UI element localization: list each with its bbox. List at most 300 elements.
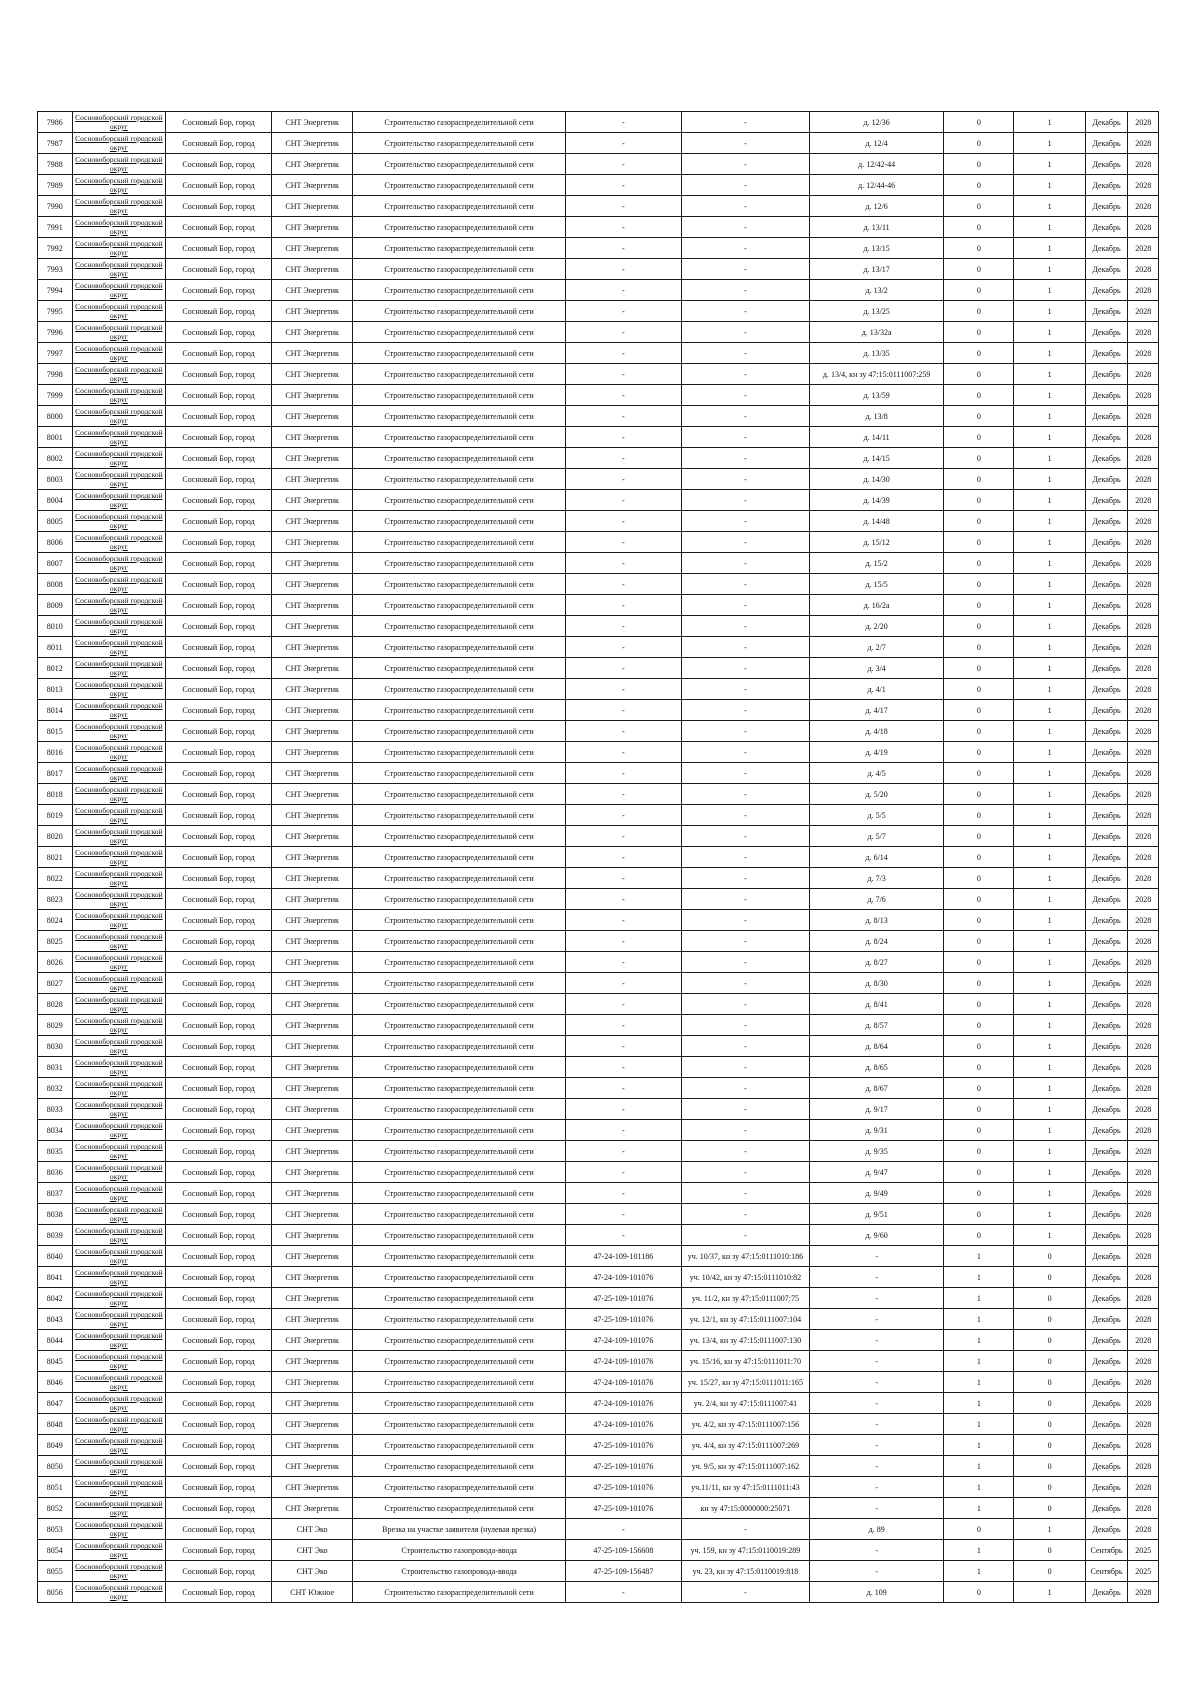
cell-municipality bbox=[72, 1015, 166, 1036]
cell-address: - bbox=[810, 1246, 944, 1267]
cell-app_num: - bbox=[565, 280, 681, 301]
cell-v2: 1 bbox=[1014, 952, 1085, 973]
cell-municipality bbox=[72, 1057, 166, 1078]
cell-settlement: Сосновый Бор, город bbox=[166, 469, 272, 490]
cell-app_num: - bbox=[565, 343, 681, 364]
cell-settlement: Сосновый Бор, город bbox=[166, 1519, 272, 1540]
cell-work: Строительство газораспределительной сети bbox=[353, 1582, 566, 1603]
cell-v2: 1 bbox=[1014, 1162, 1085, 1183]
cell-num: 8027 bbox=[38, 973, 73, 994]
cell-app_num: - bbox=[565, 1078, 681, 1099]
cell-v2: 1 bbox=[1014, 553, 1085, 574]
cell-address: д. 14/30 bbox=[810, 469, 944, 490]
cell-municipality bbox=[72, 217, 166, 238]
cell-address: д. 2/20 bbox=[810, 616, 944, 637]
cell-year: 2028 bbox=[1128, 133, 1159, 154]
cell-municipality bbox=[72, 1267, 166, 1288]
cell-app_num: 47-25-109-101076 bbox=[565, 1309, 681, 1330]
cell-plot: - bbox=[681, 1582, 809, 1603]
cell-v1: 0 bbox=[944, 112, 1014, 133]
cell-work: Строительство газораспределительной сети bbox=[353, 154, 566, 175]
cell-municipality bbox=[72, 1099, 166, 1120]
cell-v2: 1 bbox=[1014, 784, 1085, 805]
cell-year: 2028 bbox=[1128, 763, 1159, 784]
cell-month: Декабрь bbox=[1085, 1036, 1128, 1057]
cell-municipality bbox=[72, 364, 166, 385]
cell-snt: СНТ Энергетик bbox=[271, 532, 352, 553]
cell-num: 8021 bbox=[38, 847, 73, 868]
cell-v1: 0 bbox=[944, 868, 1014, 889]
cell-num: 7993 bbox=[38, 259, 73, 280]
cell-work: Строительство газораспределительной сети bbox=[353, 532, 566, 553]
cell-year: 2028 bbox=[1128, 931, 1159, 952]
cell-v2: 1 bbox=[1014, 154, 1085, 175]
cell-num: 8050 bbox=[38, 1456, 73, 1477]
cell-app_num: - bbox=[565, 889, 681, 910]
cell-snt: СНТ Энергетик bbox=[271, 301, 352, 322]
cell-address: д. 14/15 bbox=[810, 448, 944, 469]
cell-snt: СНТ Энергетик bbox=[271, 1309, 352, 1330]
cell-work: Строительство газораспределительной сети bbox=[353, 1078, 566, 1099]
cell-plot: - bbox=[681, 826, 809, 847]
cell-num: 8039 bbox=[38, 1225, 73, 1246]
cell-municipality bbox=[72, 343, 166, 364]
cell-settlement: Сосновый Бор, город bbox=[166, 826, 272, 847]
cell-month: Декабрь bbox=[1085, 259, 1128, 280]
cell-plot: - bbox=[681, 931, 809, 952]
cell-work: Строительство газораспределительной сети bbox=[353, 679, 566, 700]
cell-month: Декабрь bbox=[1085, 679, 1128, 700]
municipality-text: Сосновоборский городской округ bbox=[75, 1205, 163, 1223]
cell-plot: - bbox=[681, 280, 809, 301]
cell-municipality bbox=[72, 679, 166, 700]
cell-work: Строительство газораспределительной сети bbox=[353, 1456, 566, 1477]
cell-year: 2028 bbox=[1128, 238, 1159, 259]
cell-plot: уч. 15/27, кн зу 47:15:0111011:165 bbox=[681, 1372, 809, 1393]
cell-v2: 1 bbox=[1014, 1057, 1085, 1078]
cell-v2: 1 bbox=[1014, 322, 1085, 343]
cell-v1: 0 bbox=[944, 1120, 1014, 1141]
table-row bbox=[38, 1141, 1159, 1162]
cell-month: Декабрь bbox=[1085, 364, 1128, 385]
cell-month: Декабрь bbox=[1085, 868, 1128, 889]
cell-address: д. 14/39 bbox=[810, 490, 944, 511]
cell-snt: СНТ Энергетик bbox=[271, 1246, 352, 1267]
cell-v1: 0 bbox=[944, 1162, 1014, 1183]
cell-work: Строительство газораспределительной сети bbox=[353, 1099, 566, 1120]
cell-app_num: - bbox=[565, 1582, 681, 1603]
cell-snt: СНТ Энергетик bbox=[271, 847, 352, 868]
cell-snt: СНТ Эко bbox=[271, 1519, 352, 1540]
municipality-text: Сосновоборский городской округ bbox=[75, 302, 163, 320]
cell-settlement: Сосновый Бор, город bbox=[166, 1036, 272, 1057]
cell-snt: СНТ Энергетик bbox=[271, 1099, 352, 1120]
cell-settlement: Сосновый Бор, город bbox=[166, 1225, 272, 1246]
cell-settlement: Сосновый Бор, город bbox=[166, 1057, 272, 1078]
cell-address: д. 12/44-46 bbox=[810, 175, 944, 196]
cell-app_num: - bbox=[565, 427, 681, 448]
cell-plot: - bbox=[681, 700, 809, 721]
cell-address: д. 15/5 bbox=[810, 574, 944, 595]
cell-year: 2028 bbox=[1128, 574, 1159, 595]
cell-v2: 1 bbox=[1014, 406, 1085, 427]
cell-work: Строительство газораспределительной сети bbox=[353, 1498, 566, 1519]
municipality-text: Сосновоборский городской округ bbox=[75, 155, 163, 173]
cell-num: 8046 bbox=[38, 1372, 73, 1393]
cell-work: Строительство газопровода-ввода bbox=[353, 1561, 566, 1582]
cell-app_num: 47-25-109-156608 bbox=[565, 1540, 681, 1561]
cell-snt: СНТ Энергетик bbox=[271, 553, 352, 574]
cell-settlement: Сосновый Бор, город bbox=[166, 679, 272, 700]
cell-snt: СНТ Энергетик bbox=[271, 1057, 352, 1078]
cell-municipality bbox=[72, 868, 166, 889]
municipality-text: Сосновоборский городской округ bbox=[75, 1415, 163, 1433]
cell-v1: 0 bbox=[944, 721, 1014, 742]
cell-municipality bbox=[72, 700, 166, 721]
cell-plot: - bbox=[681, 721, 809, 742]
cell-app_num: 47-24-109-101076 bbox=[565, 1414, 681, 1435]
cell-month: Декабрь bbox=[1085, 889, 1128, 910]
cell-address: д. 8/67 bbox=[810, 1078, 944, 1099]
cell-v1: 0 bbox=[944, 175, 1014, 196]
table-row bbox=[38, 280, 1159, 301]
cell-address: д. 7/6 bbox=[810, 889, 944, 910]
cell-settlement: Сосновый Бор, город bbox=[166, 910, 272, 931]
table-row bbox=[38, 553, 1159, 574]
cell-settlement: Сосновый Бор, город bbox=[166, 385, 272, 406]
cell-v1: 0 bbox=[944, 805, 1014, 826]
cell-v1: 1 bbox=[944, 1351, 1014, 1372]
cell-v2: 1 bbox=[1014, 112, 1085, 133]
table-row bbox=[38, 679, 1159, 700]
municipality-text: Сосновоборский городской округ bbox=[75, 1289, 163, 1307]
cell-num: 8048 bbox=[38, 1414, 73, 1435]
cell-address: д. 2/7 bbox=[810, 637, 944, 658]
table-row bbox=[38, 301, 1159, 322]
cell-address: д. 12/4 bbox=[810, 133, 944, 154]
cell-num: 8033 bbox=[38, 1099, 73, 1120]
cell-address: д. 8/65 bbox=[810, 1057, 944, 1078]
cell-address: - bbox=[810, 1288, 944, 1309]
cell-v2: 0 bbox=[1014, 1435, 1085, 1456]
cell-municipality bbox=[72, 553, 166, 574]
cell-year: 2028 bbox=[1128, 1351, 1159, 1372]
cell-num: 8040 bbox=[38, 1246, 73, 1267]
cell-month: Декабрь bbox=[1085, 1330, 1128, 1351]
cell-month: Декабрь bbox=[1085, 385, 1128, 406]
municipality-text: Сосновоборский городской округ bbox=[75, 1478, 163, 1496]
cell-municipality bbox=[72, 595, 166, 616]
cell-municipality bbox=[72, 721, 166, 742]
municipality-text: Сосновоборский городской округ bbox=[75, 1583, 163, 1601]
cell-app_num: - bbox=[565, 217, 681, 238]
cell-v2: 1 bbox=[1014, 1141, 1085, 1162]
municipality-text: Сосновоборский городской округ bbox=[75, 1457, 163, 1475]
table-row bbox=[38, 427, 1159, 448]
cell-settlement: Сосновый Бор, город bbox=[166, 322, 272, 343]
cell-num: 8035 bbox=[38, 1141, 73, 1162]
cell-snt: СНТ Энергетик bbox=[271, 280, 352, 301]
cell-year: 2028 bbox=[1128, 385, 1159, 406]
municipality-text: Сосновоборский городской округ bbox=[75, 260, 163, 278]
cell-work: Строительство газораспределительной сети bbox=[353, 973, 566, 994]
cell-num: 8022 bbox=[38, 868, 73, 889]
cell-num: 8007 bbox=[38, 553, 73, 574]
cell-municipality bbox=[72, 931, 166, 952]
cell-v1: 1 bbox=[944, 1498, 1014, 1519]
cell-num: 8031 bbox=[38, 1057, 73, 1078]
cell-municipality bbox=[72, 259, 166, 280]
cell-v2: 0 bbox=[1014, 1498, 1085, 1519]
cell-app_num: - bbox=[565, 406, 681, 427]
cell-month: Декабрь bbox=[1085, 1351, 1128, 1372]
cell-v2: 1 bbox=[1014, 889, 1085, 910]
municipality-text: Сосновоборский городской округ bbox=[75, 932, 163, 950]
cell-plot: - bbox=[681, 385, 809, 406]
cell-v2: 1 bbox=[1014, 847, 1085, 868]
cell-v2: 1 bbox=[1014, 469, 1085, 490]
cell-app_num: - bbox=[565, 511, 681, 532]
table-row bbox=[38, 952, 1159, 973]
table-row bbox=[38, 910, 1159, 931]
cell-address: д. 15/12 bbox=[810, 532, 944, 553]
cell-settlement: Сосновый Бор, город bbox=[166, 1372, 272, 1393]
cell-municipality bbox=[72, 784, 166, 805]
table-row bbox=[38, 112, 1159, 133]
cell-v2: 1 bbox=[1014, 742, 1085, 763]
municipality-text: Сосновоборский городской округ bbox=[75, 1394, 163, 1412]
table-row bbox=[38, 637, 1159, 658]
cell-v2: 1 bbox=[1014, 700, 1085, 721]
cell-app_num: - bbox=[565, 1225, 681, 1246]
cell-snt: СНТ Энергетик bbox=[271, 742, 352, 763]
cell-address: д. 12/42-44 bbox=[810, 154, 944, 175]
cell-address: - bbox=[810, 1435, 944, 1456]
table-row bbox=[38, 175, 1159, 196]
cell-municipality bbox=[72, 1141, 166, 1162]
municipality-text: Сосновоборский городской округ bbox=[75, 386, 163, 404]
cell-address: - bbox=[810, 1540, 944, 1561]
cell-settlement: Сосновый Бор, город bbox=[166, 658, 272, 679]
cell-municipality bbox=[72, 805, 166, 826]
table-row bbox=[38, 469, 1159, 490]
cell-year: 2028 bbox=[1128, 679, 1159, 700]
cell-work: Строительство газораспределительной сети bbox=[353, 700, 566, 721]
cell-work: Строительство газораспределительной сети bbox=[353, 1372, 566, 1393]
cell-work: Строительство газораспределительной сети bbox=[353, 1057, 566, 1078]
table-row bbox=[38, 196, 1159, 217]
municipality-text: Сосновоборский городской округ bbox=[75, 323, 163, 341]
cell-v1: 0 bbox=[944, 658, 1014, 679]
table-row bbox=[38, 700, 1159, 721]
cell-work: Строительство газораспределительной сети bbox=[353, 784, 566, 805]
cell-municipality bbox=[72, 322, 166, 343]
municipality-text: Сосновоборский городской округ bbox=[75, 1352, 163, 1370]
cell-num: 7989 bbox=[38, 175, 73, 196]
table-row bbox=[38, 1099, 1159, 1120]
cell-num: 7986 bbox=[38, 112, 73, 133]
cell-settlement: Сосновый Бор, город bbox=[166, 742, 272, 763]
cell-settlement: Сосновый Бор, город bbox=[166, 784, 272, 805]
cell-month: Декабрь bbox=[1085, 532, 1128, 553]
table-row bbox=[38, 154, 1159, 175]
cell-work: Строительство газораспределительной сети bbox=[353, 1309, 566, 1330]
cell-v2: 1 bbox=[1014, 532, 1085, 553]
cell-month: Декабрь bbox=[1085, 1267, 1128, 1288]
cell-app_num: - bbox=[565, 364, 681, 385]
cell-year: 2028 bbox=[1128, 1477, 1159, 1498]
cell-num: 7988 bbox=[38, 154, 73, 175]
cell-snt: СНТ Энергетик bbox=[271, 1141, 352, 1162]
cell-app_num: 47-25-109-101076 bbox=[565, 1288, 681, 1309]
cell-settlement: Сосновый Бор, город bbox=[166, 721, 272, 742]
cell-year: 2028 bbox=[1128, 700, 1159, 721]
cell-year: 2028 bbox=[1128, 1162, 1159, 1183]
cell-v1: 0 bbox=[944, 763, 1014, 784]
cell-plot: - bbox=[681, 217, 809, 238]
cell-v2: 1 bbox=[1014, 175, 1085, 196]
cell-address: д. 13/11 bbox=[810, 217, 944, 238]
municipality-text: Сосновоборский городской округ bbox=[75, 344, 163, 362]
municipality-text: Сосновоборский городской округ bbox=[75, 218, 163, 236]
cell-municipality bbox=[72, 175, 166, 196]
cell-plot: - bbox=[681, 784, 809, 805]
cell-work: Строительство газораспределительной сети bbox=[353, 868, 566, 889]
cell-year: 2028 bbox=[1128, 595, 1159, 616]
cell-year: 2028 bbox=[1128, 217, 1159, 238]
municipality-text: Сосновоборский городской округ bbox=[75, 1562, 163, 1580]
cell-municipality bbox=[72, 763, 166, 784]
cell-settlement: Сосновый Бор, город bbox=[166, 532, 272, 553]
cell-municipality bbox=[72, 1477, 166, 1498]
table-row bbox=[38, 973, 1159, 994]
cell-plot: - bbox=[681, 805, 809, 826]
municipality-text: Сосновоборский городской округ bbox=[75, 197, 163, 215]
cell-address: д. 89 bbox=[810, 1519, 944, 1540]
table-row bbox=[38, 1162, 1159, 1183]
cell-app_num: - bbox=[565, 763, 681, 784]
cell-v1: 0 bbox=[944, 910, 1014, 931]
cell-v1: 0 bbox=[944, 994, 1014, 1015]
cell-num: 8000 bbox=[38, 406, 73, 427]
cell-v1: 0 bbox=[944, 784, 1014, 805]
cell-snt: СНТ Энергетик bbox=[271, 112, 352, 133]
cell-address: - bbox=[810, 1267, 944, 1288]
cell-v1: 0 bbox=[944, 448, 1014, 469]
cell-v1: 0 bbox=[944, 1015, 1014, 1036]
municipality-text: Сосновоборский городской округ bbox=[75, 1142, 163, 1160]
cell-work: Строительство газораспределительной сети bbox=[353, 406, 566, 427]
cell-plot: - bbox=[681, 1078, 809, 1099]
cell-year: 2028 bbox=[1128, 952, 1159, 973]
cell-v1: 1 bbox=[944, 1477, 1014, 1498]
cell-v1: 0 bbox=[944, 1519, 1014, 1540]
cell-municipality bbox=[72, 427, 166, 448]
cell-num: 8037 bbox=[38, 1183, 73, 1204]
cell-snt: СНТ Энергетик bbox=[271, 1204, 352, 1225]
cell-work: Строительство газораспределительной сети bbox=[353, 1036, 566, 1057]
cell-municipality bbox=[72, 133, 166, 154]
cell-address: д. 13/59 bbox=[810, 385, 944, 406]
cell-address: д. 9/31 bbox=[810, 1120, 944, 1141]
cell-year: 2028 bbox=[1128, 1099, 1159, 1120]
municipality-text: Сосновоборский городской округ bbox=[75, 638, 163, 656]
cell-month: Декабрь bbox=[1085, 1477, 1128, 1498]
cell-num: 7998 bbox=[38, 364, 73, 385]
cell-app_num: - bbox=[565, 469, 681, 490]
cell-settlement: Сосновый Бор, город bbox=[166, 931, 272, 952]
cell-v2: 1 bbox=[1014, 994, 1085, 1015]
cell-month: Декабрь bbox=[1085, 1288, 1128, 1309]
municipality-text: Сосновоборский городской округ bbox=[75, 722, 163, 740]
municipality-text: Сосновоборский городской округ bbox=[75, 764, 163, 782]
cell-snt: СНТ Энергетик bbox=[271, 1183, 352, 1204]
cell-v2: 1 bbox=[1014, 343, 1085, 364]
municipality-text: Сосновоборский городской округ bbox=[75, 1541, 163, 1559]
municipality-text: Сосновоборский городской округ bbox=[75, 512, 163, 530]
cell-work: Строительство газораспределительной сети bbox=[353, 742, 566, 763]
table-row bbox=[38, 1561, 1159, 1582]
cell-work: Строительство газораспределительной сети bbox=[353, 952, 566, 973]
cell-v1: 0 bbox=[944, 238, 1014, 259]
cell-year: 2028 bbox=[1128, 1435, 1159, 1456]
cell-snt: СНТ Энергетик bbox=[271, 1435, 352, 1456]
cell-num: 8028 bbox=[38, 994, 73, 1015]
cell-work: Строительство газораспределительной сети bbox=[353, 1393, 566, 1414]
cell-snt: СНТ Энергетик bbox=[271, 238, 352, 259]
cell-app_num: 47-24-109-101076 bbox=[565, 1330, 681, 1351]
cell-v1: 0 bbox=[944, 364, 1014, 385]
cell-month: Декабрь bbox=[1085, 847, 1128, 868]
cell-snt: СНТ Энергетик bbox=[271, 574, 352, 595]
cell-work: Строительство газораспределительной сети bbox=[353, 1267, 566, 1288]
cell-app_num: - bbox=[565, 742, 681, 763]
cell-num: 8018 bbox=[38, 784, 73, 805]
municipality-text: Сосновоборский городской округ bbox=[75, 1037, 163, 1055]
cell-municipality bbox=[72, 1519, 166, 1540]
cell-year: 2028 bbox=[1128, 1309, 1159, 1330]
cell-v2: 1 bbox=[1014, 1120, 1085, 1141]
cell-address: д. 5/7 bbox=[810, 826, 944, 847]
table-row bbox=[38, 1372, 1159, 1393]
table-row bbox=[38, 1519, 1159, 1540]
cell-month: Декабрь bbox=[1085, 1204, 1128, 1225]
cell-municipality bbox=[72, 1435, 166, 1456]
municipality-text: Сосновоборский городской округ bbox=[75, 1247, 163, 1265]
cell-v1: 0 bbox=[944, 1183, 1014, 1204]
cell-year: 2028 bbox=[1128, 973, 1159, 994]
data-table bbox=[37, 111, 1159, 1603]
cell-settlement: Сосновый Бор, город bbox=[166, 1015, 272, 1036]
cell-num: 8056 bbox=[38, 1582, 73, 1603]
cell-num: 8044 bbox=[38, 1330, 73, 1351]
cell-municipality bbox=[72, 1351, 166, 1372]
cell-year: 2028 bbox=[1128, 1204, 1159, 1225]
cell-v1: 0 bbox=[944, 1078, 1014, 1099]
cell-municipality bbox=[72, 847, 166, 868]
cell-settlement: Сосновый Бор, город bbox=[166, 1141, 272, 1162]
cell-municipality bbox=[72, 1036, 166, 1057]
cell-num: 8043 bbox=[38, 1309, 73, 1330]
cell-plot: - bbox=[681, 469, 809, 490]
cell-snt: СНТ Энергетик bbox=[271, 595, 352, 616]
cell-municipality bbox=[72, 973, 166, 994]
cell-address: д. 9/35 bbox=[810, 1141, 944, 1162]
cell-address: - bbox=[810, 1372, 944, 1393]
cell-v2: 0 bbox=[1014, 1456, 1085, 1477]
cell-year: 2028 bbox=[1128, 1246, 1159, 1267]
cell-app_num: - bbox=[565, 385, 681, 406]
